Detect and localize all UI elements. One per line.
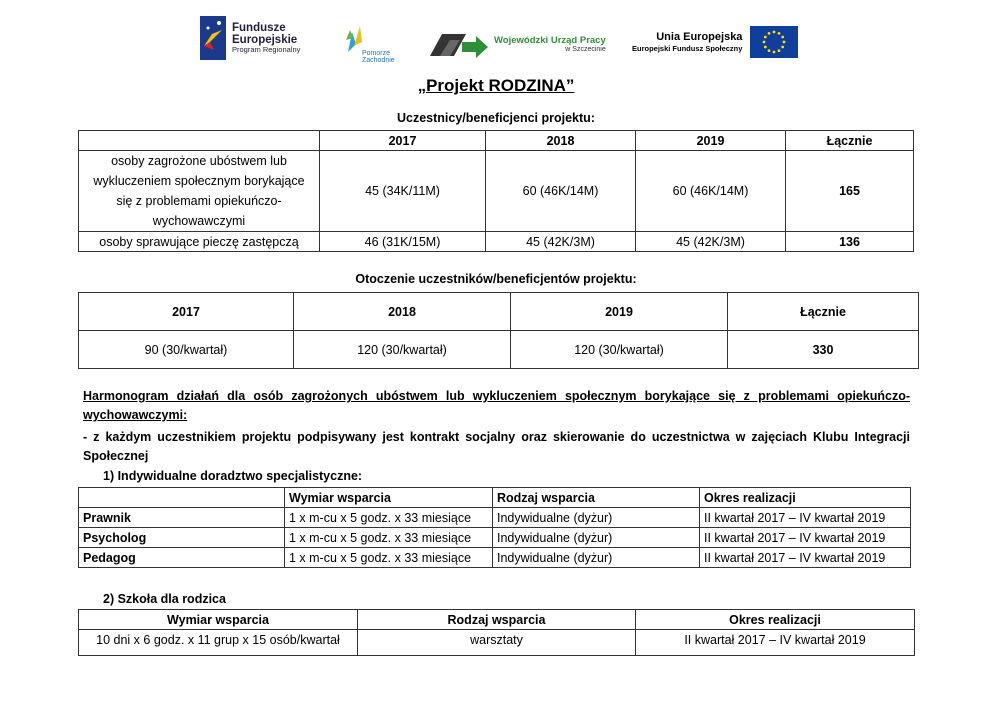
eu-star: [768, 49, 771, 52]
fe-emblem-icon: [200, 16, 226, 60]
cell: Indywidualne (dyżur): [493, 508, 700, 528]
cell: Psycholog: [79, 528, 285, 548]
table-header-row: [79, 610, 915, 630]
table-row: [79, 331, 919, 369]
eu-star: [773, 51, 776, 54]
cell: Indywidualne (dyżur): [493, 528, 700, 548]
cell: II kwartał 2017 – IV kwartał 2019: [700, 548, 911, 568]
fe-line3: Program Regionalny: [232, 45, 301, 55]
header-cell: Rodzaj wsparcia: [493, 488, 700, 508]
eu-star: [782, 46, 785, 49]
item2-title: 2) Szkoła dla rodzica: [103, 592, 226, 606]
wup-line1: Wojewódzki Urząd Pracy: [494, 34, 606, 46]
parent-school-table: [78, 609, 915, 656]
fe-line1: Fundusze: [232, 22, 286, 34]
header-cell: Wymiar wsparcia: [79, 610, 358, 630]
eu-star: [773, 31, 776, 34]
header-cell: Okres realizacji: [700, 488, 911, 508]
table-row: [79, 508, 911, 528]
eu-star: [783, 41, 786, 44]
eu-star: [782, 36, 785, 39]
header-cell: Okres realizacji: [636, 610, 915, 630]
header-cell: [79, 131, 320, 151]
table-row: [79, 528, 911, 548]
cell-total: 165: [786, 151, 914, 232]
header-cell: Łącznie: [728, 293, 919, 331]
cell: 10 dni x 6 godz. x 11 grup x 15 osób/kwartał: [79, 630, 358, 656]
table-header-row: [79, 131, 914, 151]
cell: II kwartał 2017 – IV kwartał 2019: [700, 508, 911, 528]
table-header-row: [79, 488, 911, 508]
cell-total: 136: [786, 232, 914, 252]
section2-caption: Otoczenie uczestników/beneficjentów projektu:: [355, 272, 637, 286]
fe-line2: Europejskie: [232, 34, 298, 47]
table-row: [79, 232, 914, 252]
harmonogram-heading-text: Harmonogram działań dla osób zagrożonych ubóstwem lub wykluczeniem społecznym borykające się z problemami opiekuńczo-wychowawczymi:: [83, 389, 910, 422]
wup-arrow-icon: [430, 30, 488, 60]
pz-line1: Pomorze: [362, 50, 391, 57]
table-header-row: [79, 293, 919, 331]
table-row: [79, 630, 915, 656]
value-cell: 120 (30/kwartał): [294, 331, 511, 369]
header-cell: Łącznie: [786, 131, 914, 151]
wup-line2: w Szczecinie: [565, 46, 606, 54]
header-cell: 2017: [79, 293, 294, 331]
header-cell: Wymiar wsparcia: [285, 488, 493, 508]
header-cell: 2019: [511, 293, 728, 331]
header-cell: 2017: [320, 131, 486, 151]
cell: 1 x m-cu x 5 godz. x 33 miesiące: [285, 508, 493, 528]
logo-bar: [0, 12, 992, 72]
cell: Pedagog: [79, 548, 285, 568]
row-label: osoby zagrożone ubóstwem lub wykluczeniem społecznym borykające się z problemami opiekuńczo-wychowawczymi: [79, 151, 320, 232]
eu-star: [778, 32, 781, 35]
fundusze-europejskie-logo: [200, 16, 300, 60]
wup-logo: [430, 30, 606, 60]
header-cell: 2019: [636, 131, 786, 151]
participants-table: [78, 130, 914, 252]
cell-2019: 45 (42K/3M): [636, 232, 786, 252]
eu-star: [778, 49, 781, 52]
ue-line2: Europejski Fundusz Społeczny: [632, 44, 743, 54]
pomorze-zachodnie-logo: [344, 22, 395, 64]
cell-2017: 46 (31K/15M): [320, 232, 486, 252]
value-cell: 90 (30/kwartał): [79, 331, 294, 369]
unia-europejska-logo: [632, 26, 798, 58]
eu-flag-icon: [750, 26, 798, 58]
cell-2018: 60 (46K/14M): [486, 151, 636, 232]
counseling-table: [78, 487, 911, 568]
cell-2017: 45 (34K/11M): [320, 151, 486, 232]
section1-caption: Uczestnicy/beneficjenci projektu:: [397, 111, 595, 125]
cell: II kwartał 2017 – IV kwartał 2019: [700, 528, 911, 548]
cell: 1 x m-cu x 5 godz. x 33 miesiące: [285, 528, 493, 548]
harmonogram-heading: [83, 387, 910, 425]
cell-2019: 60 (46K/14M): [636, 151, 786, 232]
item1-title: 1) Indywidualne doradztwo specjalistyczne:: [103, 469, 363, 483]
environment-table: [78, 292, 919, 369]
header-cell: 2018: [486, 131, 636, 151]
cell: Indywidualne (dyżur): [493, 548, 700, 568]
pz-line2: Zachodnie: [362, 57, 395, 64]
page-title: „Projekt RODZINA”: [417, 76, 575, 95]
cell: warsztaty: [358, 630, 636, 656]
cell: Prawnik: [79, 508, 285, 528]
header-cell: 2018: [294, 293, 511, 331]
harmonogram-line: - z każdym uczestnikiem projektu podpisywany jest kontrakt socjalny oraz skierowanie do uczestnictwa w zajęciach Klubu Integracji Społecznej: [83, 430, 910, 463]
eu-star: [764, 46, 767, 49]
cell: 1 x m-cu x 5 godz. x 33 miesiące: [285, 548, 493, 568]
eu-star: [763, 41, 766, 44]
eu-star: [768, 32, 771, 35]
value-cell: 330: [728, 331, 919, 369]
value-cell: 120 (30/kwartał): [511, 331, 728, 369]
header-cell: Rodzaj wsparcia: [358, 610, 636, 630]
ue-line1: Unia Europejska: [656, 30, 743, 43]
cell-2018: 45 (42K/3M): [486, 232, 636, 252]
cell: II kwartał 2017 – IV kwartał 2019: [636, 630, 915, 656]
table-row: [79, 548, 911, 568]
table-row: [79, 151, 914, 232]
eu-star: [764, 36, 767, 39]
row-label: osoby sprawujące pieczę zastępczą: [79, 232, 320, 252]
header-cell: [79, 488, 285, 508]
